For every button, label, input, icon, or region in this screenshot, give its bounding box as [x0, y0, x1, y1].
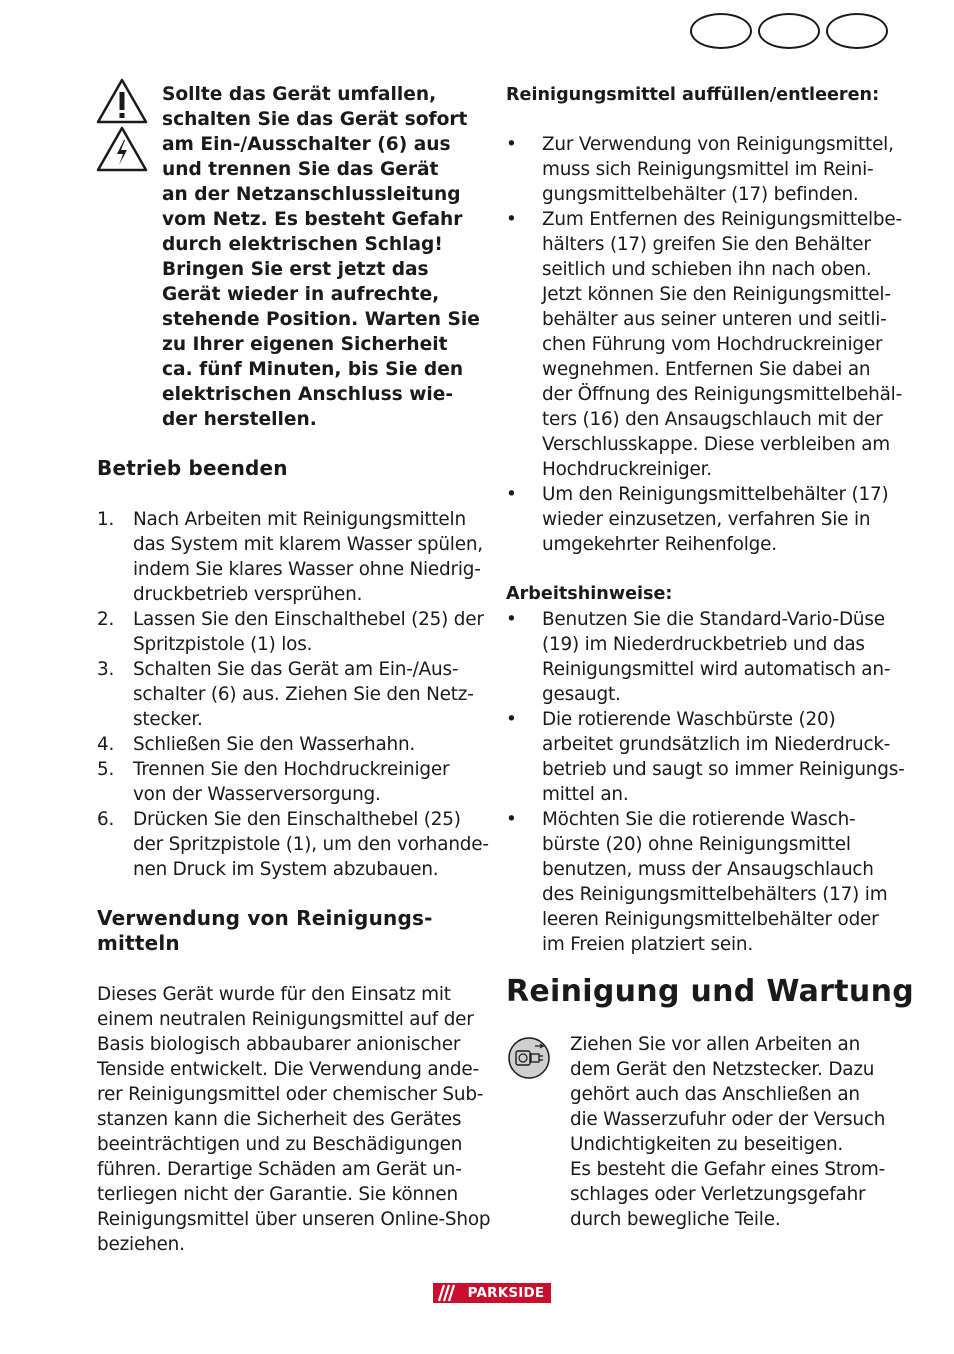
bullet: •: [506, 209, 517, 230]
item-line: Hochdruckreiniger.: [542, 459, 712, 480]
bullet: •: [506, 609, 517, 630]
step-line: das System mit klarem Wasser spülen,: [133, 534, 483, 555]
arbeitshinweise-heading: Arbeitshinweise:: [506, 584, 673, 604]
verwendung-heading: [97, 906, 433, 956]
item-line: Jetzt können Sie den Reinigungsmittel-: [542, 284, 891, 305]
list-item: [506, 482, 906, 557]
item-line: gungsmittelbehälter (17) befinden.: [542, 184, 859, 205]
item-line: des Reinigungsmittelbehälters (17) im: [542, 884, 888, 905]
item-line: Verschlusskappe. Diese verbleiben am: [542, 434, 891, 455]
step-number: 5.: [97, 759, 115, 780]
item-line: chen Führung vom Hochdruckreiniger: [542, 334, 883, 355]
bullet: •: [506, 484, 517, 505]
item-line: betrieb und saugt so immer Reinigungs-: [542, 759, 905, 780]
warning-line: Sollte das Gerät umfallen,: [162, 84, 437, 105]
electric-hazard-icon: [98, 128, 146, 170]
paragraph-line: dem Gerät den Netzstecker. Dazu: [570, 1059, 875, 1080]
auffuellen-heading: Reinigungsmittel auffüllen/entleeren:: [506, 85, 880, 105]
warning-icons: [96, 78, 148, 182]
list-item: [97, 807, 487, 882]
warning-line: Gerät wieder in aufrechte,: [162, 284, 440, 305]
auffuellen-list: [506, 132, 906, 557]
item-line: gesaugt.: [542, 684, 621, 705]
item-line: muss sich Reinigungsmittel im Reini-: [542, 159, 874, 180]
step-number: 6.: [97, 809, 115, 830]
step-line: nen Druck im System abzubauen.: [133, 859, 439, 880]
paragraph-line: gehört auch das Anschließen an: [570, 1084, 860, 1105]
item-line: wegnehmen. Entfernen Sie dabei an: [542, 359, 871, 380]
paragraph-line: rer Reinigungsmittel oder chemischer Sub-: [97, 1084, 484, 1105]
parkside-logo: [433, 1283, 551, 1303]
unplug-icon: [507, 1036, 551, 1084]
paragraph-line: führen. Derartige Schäden am Gerät un-: [97, 1159, 462, 1180]
item-line: arbeitet grundsätzlich im Niederdruck-: [542, 734, 891, 755]
list-item: [97, 757, 487, 807]
list-item: [97, 607, 487, 657]
warning-line: und trennen Sie das Gerät: [162, 159, 439, 180]
reinigung-heading: Reinigung und Wartung: [506, 974, 915, 1009]
warning-line: durch elektrischen Schlag!: [162, 234, 443, 255]
warning-line: an der Netzanschlussleitung: [162, 184, 461, 205]
paragraph-line: schlages oder Verletzungsgefahr: [570, 1184, 866, 1205]
paragraph-line: beziehen.: [97, 1234, 185, 1255]
bullet: •: [506, 134, 517, 155]
item-line: leeren Reinigungsmittelbehälter oder: [542, 909, 879, 930]
verwendung-heading-line: mitteln: [97, 931, 180, 955]
step-line: Trennen Sie den Hochdruckreiniger: [133, 759, 450, 780]
warning-line: schalten Sie das Gerät sofort: [162, 109, 468, 130]
step-line: der Spritzpistole (1), um den vorhande-: [133, 834, 489, 855]
language-oval: [690, 13, 752, 49]
paragraph-line: Reinigungsmittel über unseren Online-Shop: [97, 1209, 491, 1230]
paragraph-line: stanzen kann die Sicherheit des Gerätes: [97, 1109, 462, 1130]
warning-line: elektrischen Anschluss wie-: [162, 384, 454, 405]
warning-triangle-icon: [96, 78, 148, 178]
paragraph-line: Tenside entwickelt. Die Verwendung ande-: [97, 1059, 479, 1080]
language-ovals: [690, 13, 888, 49]
step-line: stecker.: [133, 709, 203, 730]
step-line: Spritzpistole (1) los.: [133, 634, 313, 655]
warning-line: der herstellen.: [162, 409, 317, 430]
step-line: druckbetrieb versprühen.: [133, 584, 363, 605]
paragraph-line: terliegen nicht der Garantie. Sie können: [97, 1184, 458, 1205]
bullet: •: [506, 709, 517, 730]
bullet: •: [506, 809, 517, 830]
warning-line: zu Ihrer eigenen Sicherheit: [162, 334, 448, 355]
step-line: von der Wasserversorgung.: [133, 784, 381, 805]
logo-text: PARKSIDE: [461, 1283, 551, 1303]
reinigung-paragraph: [570, 1032, 900, 1232]
item-line: Zur Verwendung von Reinigungsmittel,: [542, 134, 894, 155]
paragraph-line: Basis biologisch abbaubarer anionischer: [97, 1034, 461, 1055]
warning-text: [162, 82, 492, 432]
item-line: hälters (17) greifen Sie den Behälter: [542, 234, 871, 255]
list-item: [506, 707, 906, 807]
item-line: Benutzen Sie die Standard-Vario-Düse: [542, 609, 885, 630]
language-oval: [758, 13, 820, 49]
list-item: [506, 807, 906, 957]
item-line: umgekehrter Reihenfolge.: [542, 534, 777, 555]
warning-line: Bringen Sie erst jetzt das: [162, 259, 429, 280]
step-line: Schließen Sie den Wasserhahn.: [133, 734, 416, 755]
paragraph-line: Ziehen Sie vor allen Arbeiten an: [570, 1034, 861, 1055]
item-line: Um den Reinigungsmittelbehälter (17): [542, 484, 889, 505]
paragraph-line: einem neutralen Reinigungsmittel auf der: [97, 1009, 474, 1030]
logo-stripes: [433, 1283, 461, 1303]
item-line: Möchten Sie die rotierende Wasch-: [542, 809, 856, 830]
arbeitshinweise-list: [506, 607, 906, 957]
list-item: [97, 732, 487, 757]
list-item: [506, 607, 906, 707]
list-item: [506, 132, 906, 207]
item-line: im Freien platziert sein.: [542, 934, 753, 955]
step-line: Schalten Sie das Gerät am Ein-/Aus-: [133, 659, 459, 680]
step-line: Lassen Sie den Einschalthebel (25) der: [133, 609, 484, 630]
list-item: [506, 207, 906, 482]
list-item: [97, 657, 487, 732]
item-line: ters (16) den Ansaugschlauch mit der: [542, 409, 883, 430]
verwendung-paragraph: [97, 982, 491, 1257]
item-line: mittel an.: [542, 784, 629, 805]
item-line: wieder einzusetzen, verfahren Sie in: [542, 509, 871, 530]
verwendung-heading-line: Verwendung von Reinigungs-: [97, 906, 433, 930]
item-line: Reinigungsmittel wird automatisch an-: [542, 659, 891, 680]
warning-line: ca. fünf Minuten, bis Sie den: [162, 359, 464, 380]
warning-line: am Ein-/Ausschalter (6) aus: [162, 134, 451, 155]
list-item: [97, 507, 487, 607]
step-number: 4.: [97, 734, 115, 755]
step-line: Drücken Sie den Einschalthebel (25): [133, 809, 461, 830]
item-line: seitlich und schieben ihn nach oben.: [542, 259, 872, 280]
paragraph-line: Es besteht die Gefahr eines Strom-: [570, 1159, 886, 1180]
item-line: der Öffnung des Reinigungsmittelbehäl-: [542, 384, 903, 405]
warning-line: stehende Position. Warten Sie: [162, 309, 480, 330]
language-oval: [826, 13, 888, 49]
item-line: behälter aus seiner unteren und seitli-: [542, 309, 887, 330]
item-line: Die rotierende Waschbürste (20): [542, 709, 836, 730]
betrieb-steps: [97, 507, 487, 882]
item-line: Zum Entfernen des Reinigungsmittelbe-: [542, 209, 902, 230]
warning-line: vom Netz. Es besteht Gefahr: [162, 209, 463, 230]
paragraph-line: die Wasserzufuhr oder der Versuch: [570, 1109, 886, 1130]
betrieb-heading: Betrieb beenden: [97, 456, 288, 480]
paragraph-line: Dieses Gerät wurde für den Einsatz mit: [97, 984, 451, 1005]
item-line: benutzen, muss der Ansaugschlauch: [542, 859, 874, 880]
paragraph-line: beeinträchtigen und zu Beschädigungen: [97, 1134, 463, 1155]
item-line: bürste (20) ohne Reinigungsmittel: [542, 834, 851, 855]
paragraph-line: Undichtigkeiten zu beseitigen.: [570, 1134, 844, 1155]
step-line: Nach Arbeiten mit Reinigungsmitteln: [133, 509, 466, 530]
step-line: schalter (6) aus. Ziehen Sie den Netz-: [133, 684, 474, 705]
step-number: 1.: [97, 509, 115, 530]
step-line: indem Sie klares Wasser ohne Niedrig-: [133, 559, 481, 580]
paragraph-line: durch bewegliche Teile.: [570, 1209, 781, 1230]
step-number: 2.: [97, 609, 115, 630]
item-line: (19) im Niederdruckbetrieb und das: [542, 634, 865, 655]
step-number: 3.: [97, 659, 115, 680]
